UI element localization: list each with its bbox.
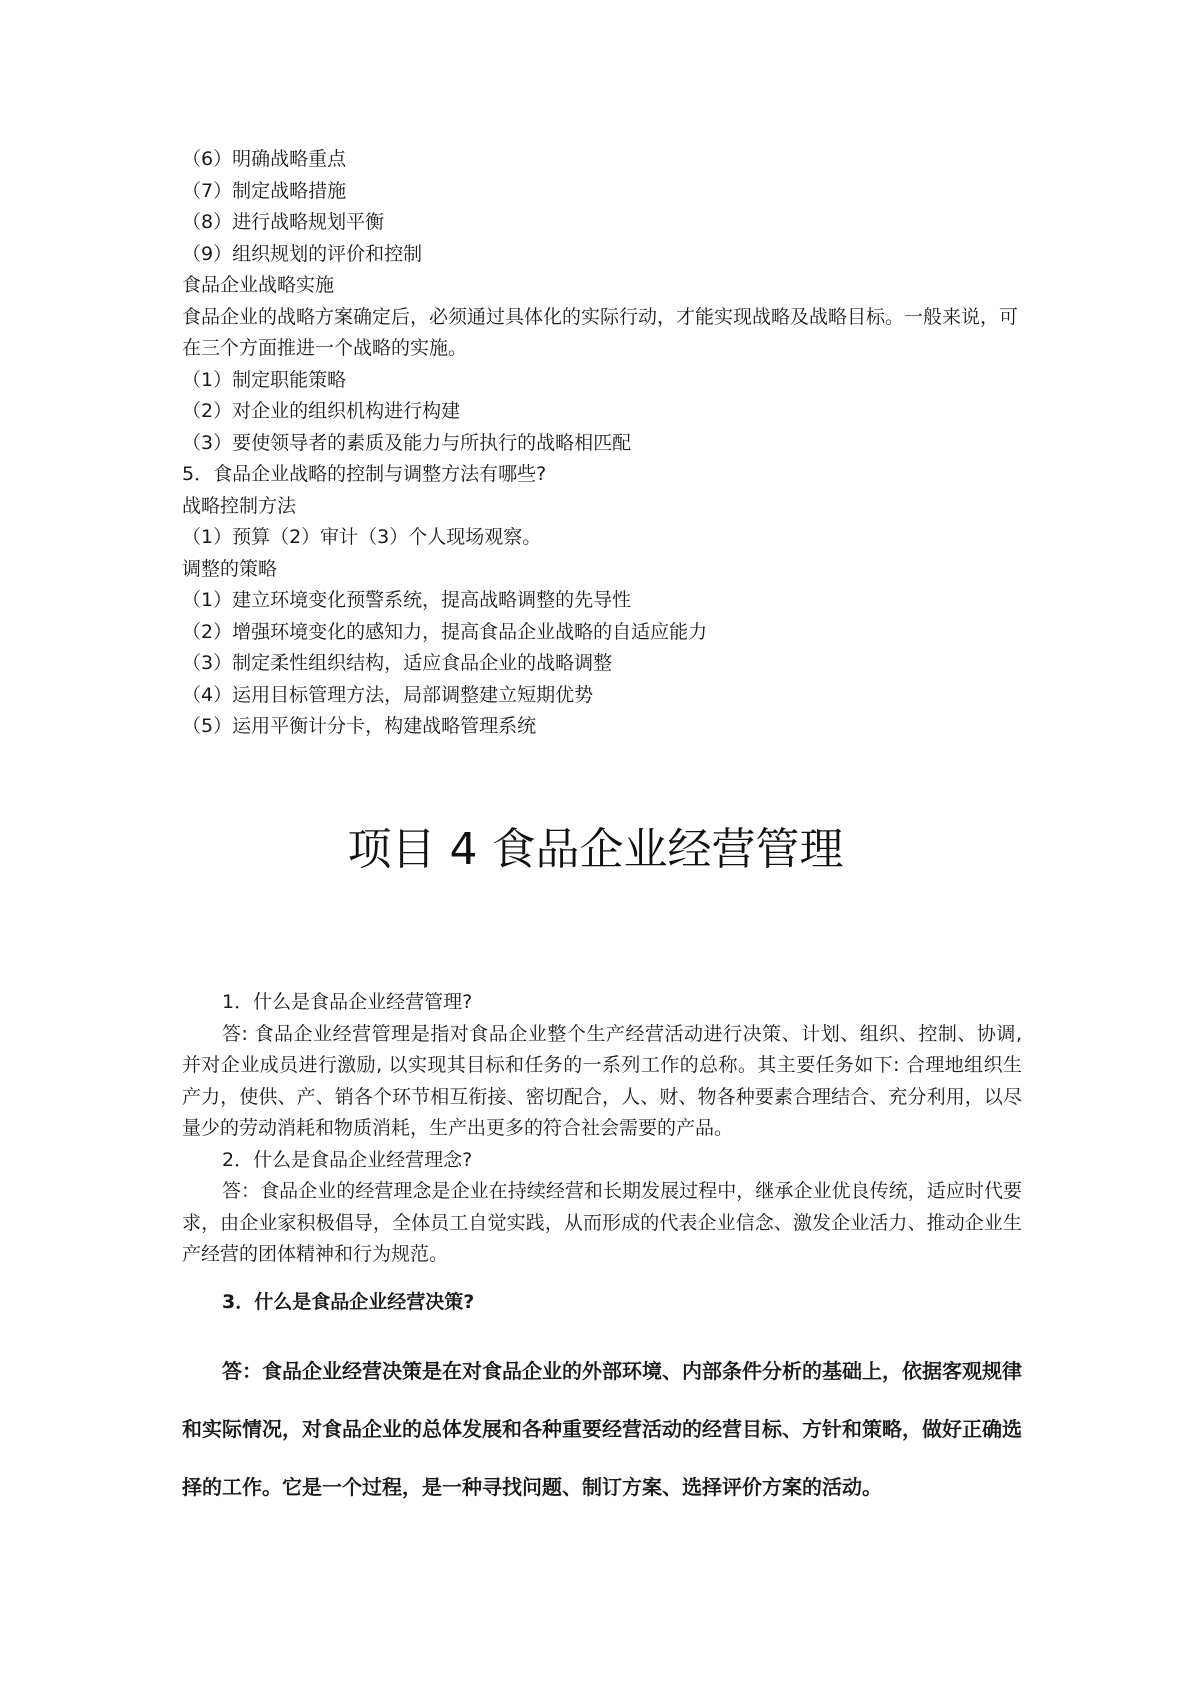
list-item: （5）运用平衡计分卡，构建战略管理系统 bbox=[182, 715, 537, 737]
list-item: （1）建立环境变化预警系统，提高战略调整的先导性 bbox=[182, 589, 632, 611]
list-item: （1）预算（2）审计（3）个人现场观察。 bbox=[182, 526, 542, 548]
question: 5．食品企业战略的控制与调整方法有哪些? bbox=[182, 463, 547, 485]
list-item: （4）运用目标管理方法，局部调整建立短期优势 bbox=[182, 683, 594, 706]
answer-3: 答：食品企业经营决策是在对食品企业的外部环境、内部条件分析的基础上，依据客观规律和实际情况，对食品企业的总体发展和各种重要经营活动的经营目标、方针和策略，做好正确选择的工作。它是一个过程，是一种寻找问题、制订方案、选择评价方案的活动。 bbox=[182, 1359, 1022, 1499]
list-item: （3）要使领导者的素质及能力与所执行的战略相匹配 bbox=[182, 431, 632, 454]
list-item: （8）进行战略规划平衡 bbox=[182, 211, 385, 233]
question-1: 1．什么是食品企业经营管理? bbox=[222, 991, 473, 1013]
question-2: 2．什么是食品企业经营理念? bbox=[222, 1148, 473, 1171]
question-3: 3．什么是食品企业经营决策? bbox=[222, 1291, 475, 1313]
subheading: 食品企业战略实施 bbox=[182, 274, 335, 296]
list-item: （7）制定战略措施 bbox=[182, 179, 347, 202]
project-title: 项目 4 食品企业经营管理 bbox=[347, 824, 844, 875]
strategy-section bbox=[182, 144, 1022, 743]
list-item: （6）明确战略重点 bbox=[182, 148, 347, 170]
subheading: 调整的策略 bbox=[182, 557, 278, 580]
paragraph: 食品企业的战略方案确定后，必须通过具体化的实际行动，才能实现战略及战略目标。一般来说，可在三个方面推进一个战略的实施。 bbox=[182, 305, 1019, 359]
subheading: 战略控制方法 bbox=[182, 494, 297, 517]
list-item: （9）组织规划的评价和控制 bbox=[182, 242, 423, 265]
list-item: （2）对企业的组织机构进行构建 bbox=[182, 400, 461, 422]
list-item: （1）制定职能策略 bbox=[182, 368, 347, 391]
answer-1: 答: 食品企业经营管理是指对食品企业整个生产经营活动进行决策、计划、组织、控制、协调, 并对企业成员进行激励, 以实现其目标和任务的一系列工作的总称。其主要任务如下: 合理地组织生产力，使供、产、销各个环节相互衔接、密切配合，人、财、物各种要素合理结合、充分利用，以尽量少的劳动消耗和物质消耗，生产出更多的符合社会需要的产品。 bbox=[182, 1022, 1022, 1139]
list-item: （3）制定柔性组织结构，适应食品企业的战略调整 bbox=[182, 652, 613, 674]
answer-2: 答：食品企业的经营理念是企业在持续经营和长期发展过程中，继承企业优良传统，适应时代要求，由企业家积极倡导，全体员工自觉实践，从而形成的代表企业信念、激发企业活力、推动企业生产经营的团体精神和行为规范。 bbox=[182, 1180, 1022, 1265]
qa-section bbox=[182, 987, 1022, 1271]
list-item: （2）增强环境变化的感知力，提高食品企业战略的自适应能力 bbox=[182, 620, 708, 643]
